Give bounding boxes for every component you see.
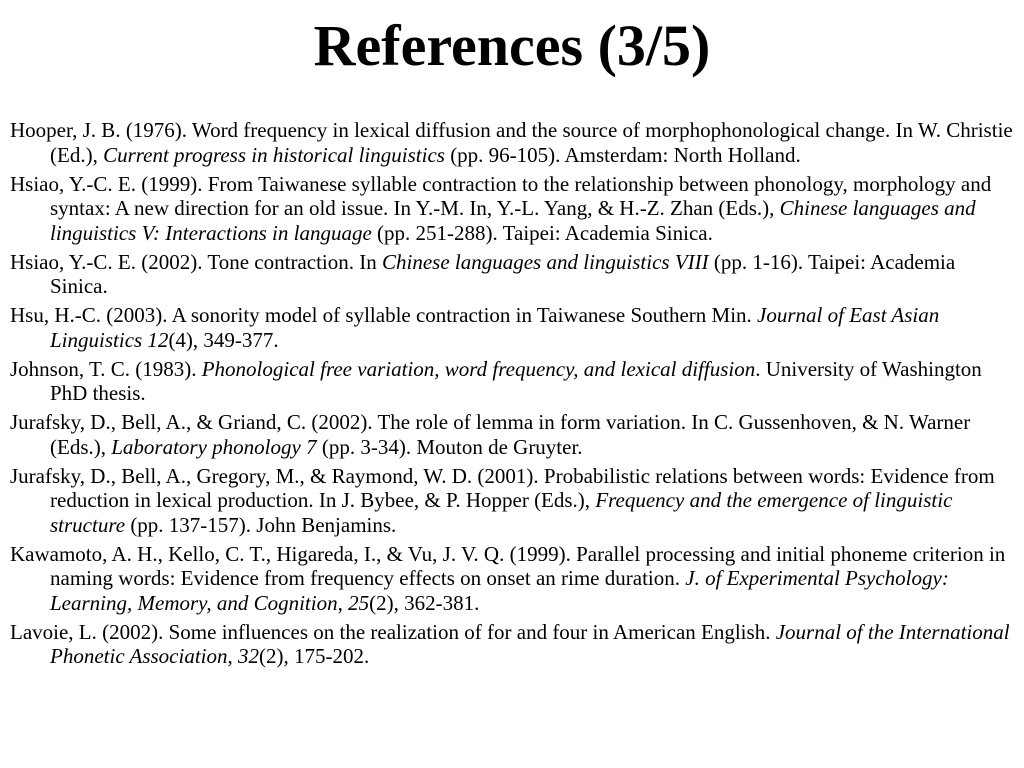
reference-italic-text: Phonological free variation, word frequency, and lexical diffusion: [201, 356, 756, 381]
reference-entry: [10, 118, 1014, 167]
reference-italic-text: Laboratory phonology 7: [111, 434, 317, 459]
reference-text: ,: [227, 644, 239, 668]
reference-italic-text: Chinese languages and linguistics V: Interactions in language: [50, 196, 976, 245]
reference-text: Johnson, T. C. (1983).: [10, 356, 202, 381]
reference-text: (4), 349-377.: [168, 327, 279, 352]
reference-text: (pp. 137-157). John Benjamins.: [125, 512, 397, 537]
reference-entry: [10, 410, 1014, 459]
reference-italic-text: J. of Experimental Psychology: Learning, Memory, and Cognition: [50, 566, 949, 615]
reference-text: (pp. 251-288). Taipei: Academia Sinica.: [371, 220, 713, 245]
reference-entry: [10, 620, 1014, 669]
reference-text: (pp. 1-16). Taipei: Academia Sinica.: [50, 249, 956, 298]
reference-italic-text: Chinese languages and linguistics VIII: [382, 249, 709, 274]
reference-italic-text: 32: [238, 644, 260, 668]
reference-italic-text: 25: [348, 590, 370, 615]
reference-entry: [10, 357, 1014, 406]
reference-italic-text: Frequency and the emergence of linguistic structure: [50, 488, 953, 537]
reference-entry: [10, 542, 1014, 616]
reference-entry: [10, 464, 1014, 538]
reference-text: ,: [337, 590, 349, 615]
reference-text: (2), 175-202.: [259, 644, 370, 668]
reference-entry: [10, 303, 1014, 352]
slide-title: References (3/5): [313, 13, 711, 78]
reference-text: Jurafsky, D., Bell, A., & Griand, C. (2002). The role of lemma in form variation. In C. Gussenhoven, & N. Warner (Eds.),: [10, 410, 971, 459]
reference-text: Lavoie, L. (2002). Some influences on the realization of for and four in American English.: [10, 619, 776, 644]
reference-text: (pp. 96-105). Amsterdam: North Holland.: [444, 142, 801, 167]
reference-italic-text: Current progress in historical linguistics: [103, 142, 445, 167]
reference-text: Hsiao, Y.-C. E. (2002). Tone contraction. In: [10, 249, 382, 274]
reference-text: (pp. 3-34). Mouton de Gruyter.: [316, 434, 583, 459]
reference-italic-text: Journal of East Asian Linguistics 12: [50, 303, 940, 352]
reference-entry: [10, 172, 1014, 246]
reference-text: Hsu, H.-C. (2003). A sonority model of syllable contraction in Taiwanese Southern Min.: [10, 303, 758, 327]
reference-text: Hooper, J. B. (1976). Word frequency in lexical diffusion and the source of morphophonological change. In W. Christie (Ed.),: [10, 118, 1013, 167]
reference-entry: [10, 250, 1014, 299]
reference-text: Hsiao, Y.-C. E. (1999). From Taiwanese syllable contraction to the relationship between phonology, morphology and syntax: A new direction for an old issue. In Y.-M. In, Y.-L. Yang, & H.-Z. Zhan (Eds.),: [10, 171, 992, 220]
reference-list: [10, 118, 1014, 673]
reference-text: Kawamoto, A. H., Kello, C. T., Higareda, I., & Vu, J. V. Q. (1999). Parallel processing and initial phoneme criterion in naming words: Evidence from frequency effects on onset an rime duration.: [10, 541, 1006, 590]
reference-text: (2), 362-381.: [369, 590, 480, 615]
reference-italic-text: Journal of the International Phonetic Association: [50, 619, 1010, 668]
reference-text: . University of Washington PhD thesis.: [50, 356, 982, 405]
reference-text: Jurafsky, D., Bell, A., Gregory, M., & Raymond, W. D. (2001). Probabilistic relations between words: Evidence from reduction in lexical production. In J. Bybee, & P. Hopper (Eds.),: [10, 463, 995, 512]
